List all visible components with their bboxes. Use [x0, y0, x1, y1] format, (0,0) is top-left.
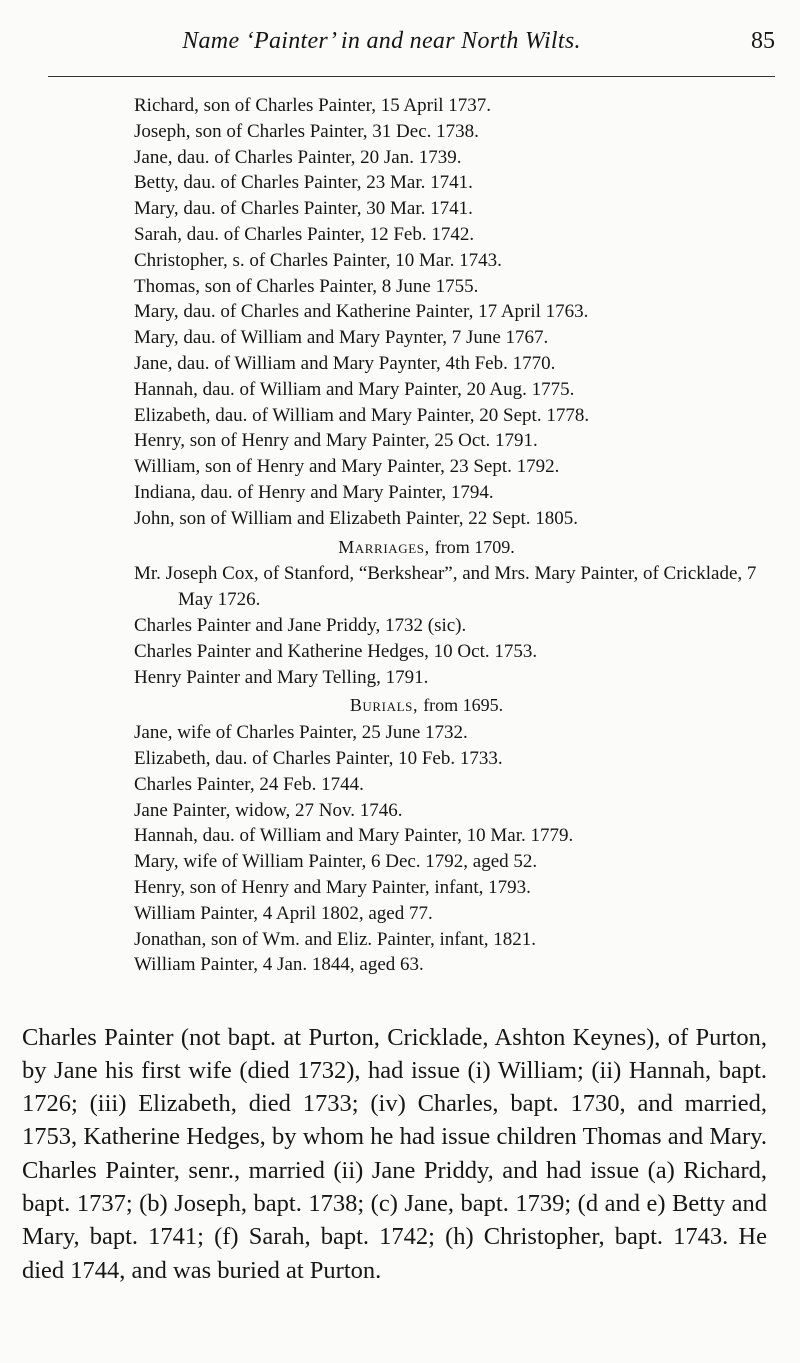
- baptism-entry: Elizabeth, dau. of William and Mary Painter, 20 Sept. 1778.: [134, 404, 590, 426]
- baptism-entry: William, son of Henry and Mary Painter, 23 Sept. 1792.: [134, 456, 560, 478]
- burial-entry: Henry, son of Henry and Mary Painter, infant, 1793.: [134, 876, 531, 898]
- baptism-entry: John, son of William and Elizabeth Painter, 22 Sept. 1805.: [134, 507, 579, 529]
- baptism-entry: Mary, dau. of William and Mary Paynter, 7 June 1767.: [134, 327, 549, 349]
- marriage-entry: Charles Painter and Katherine Hedges, 10 Oct. 1753.: [134, 640, 538, 662]
- baptism-entry: Joseph, son of Charles Painter, 31 Dec. 1738.: [134, 120, 479, 142]
- baptism-entry: Jane, dau. of William and Mary Paynter, 4th Feb. 1770.: [134, 352, 556, 374]
- baptism-entry: Richard, son of Charles Painter, 15 April 1737.: [134, 95, 492, 116]
- burial-entry: Elizabeth, dau. of Charles Painter, 10 Feb. 1733.: [134, 747, 503, 769]
- baptism-entry: Sarah, dau. of Charles Painter, 12 Feb. 1742.: [134, 223, 475, 245]
- baptism-entry: Jane, dau. of Charles Painter, 20 Jan. 1739.: [134, 146, 462, 168]
- page-number: 85: [751, 28, 775, 54]
- marriages-heading-from: from 1709.: [434, 536, 515, 557]
- baptism-entry: Mary, dau. of Charles and Katherine Painter, 17 April 1763.: [134, 301, 589, 323]
- burial-entry: Hannah, dau. of William and Mary Painter, 10 Mar. 1779.: [134, 825, 574, 847]
- marriage-entry: Henry Painter and Mary Telling, 1791.: [134, 666, 429, 688]
- burial-entry: Charles Painter, 24 Feb. 1744.: [134, 773, 364, 795]
- baptism-entry: Mary, dau. of Charles Painter, 30 Mar. 1741.: [134, 198, 473, 220]
- page-header: [48, 28, 775, 68]
- baptism-entry: Hannah, dau. of William and Mary Painter, 20 Aug. 1775.: [134, 378, 575, 400]
- baptisms-list: [134, 93, 779, 532]
- marriage-entry: Charles Painter and Jane Priddy, 1732 (sic).: [134, 614, 467, 636]
- marriage-entry: Mr. Joseph Cox, of Stanford, “Berkshear”, and Mrs. Mary Painter, of Cricklade, 7 May 1726.: [134, 563, 757, 611]
- marriages-heading: [134, 535, 779, 561]
- marriages-list: [134, 561, 779, 690]
- burials-heading-from: from 1695.: [423, 695, 504, 716]
- baptism-entry: Indiana, dau. of Henry and Mary Painter, 1794.: [134, 481, 494, 503]
- burial-entry: Jane Painter, widow, 27 Nov. 1746.: [134, 799, 403, 821]
- baptism-entry: Betty, dau. of Charles Painter, 23 Mar. 1741.: [134, 172, 473, 194]
- burials-heading: [134, 693, 779, 719]
- narrative-paragraph: Charles Painter (not bapt. at Purton, Cricklade, Ashton Keynes), of Purton, by Jane his first wife (died 1732), had issue (i) William; (ii) Hannah, bapt. 1726; (iii) Elizabeth, died 1733; (iv) Charles, bapt. 1730, and married, 1753, Katherine Hedges, by whom he had issue children Thomas and Mary. Charles Painter, senr., married (ii) Jane Priddy, and had issue (a) Richard, bapt. 1737; (b) Joseph, bapt. 1738; (c) Jane, bapt. 1739; (d and e) Betty and Mary, bapt. 1741; (f) Sarah, bapt. 1742; (h) Christopher, bapt. 1743. He died 1744, and was buried at Purton.: [22, 1023, 767, 1284]
- running-title: Name ‘Painter’ in and near North Wilts.: [182, 28, 581, 54]
- marriages-heading-label: Marriages,: [338, 536, 430, 557]
- burials-list: [134, 720, 779, 978]
- baptism-entry: Henry, son of Henry and Mary Painter, 25 Oct. 1791.: [134, 430, 538, 452]
- burial-entry: Jane, wife of Charles Painter, 25 June 1732.: [134, 722, 468, 744]
- baptism-entry: Christopher, s. of Charles Painter, 10 Mar. 1743.: [134, 249, 502, 271]
- burial-entry: Jonathan, son of Wm. and Eliz. Painter, infant, 1821.: [134, 928, 537, 950]
- burial-entry: Mary, wife of William Painter, 6 Dec. 1792, aged 52.: [134, 851, 538, 873]
- burial-entry: William Painter, 4 April 1802, aged 77.: [134, 902, 433, 924]
- register-entries: [134, 93, 779, 978]
- burials-heading-label: Burials,: [349, 695, 419, 716]
- burial-entry: William Painter, 4 Jan. 1844, aged 63.: [134, 954, 424, 976]
- baptism-entry: Thomas, son of Charles Painter, 8 June 1755.: [134, 275, 479, 297]
- header-rule: [48, 76, 775, 77]
